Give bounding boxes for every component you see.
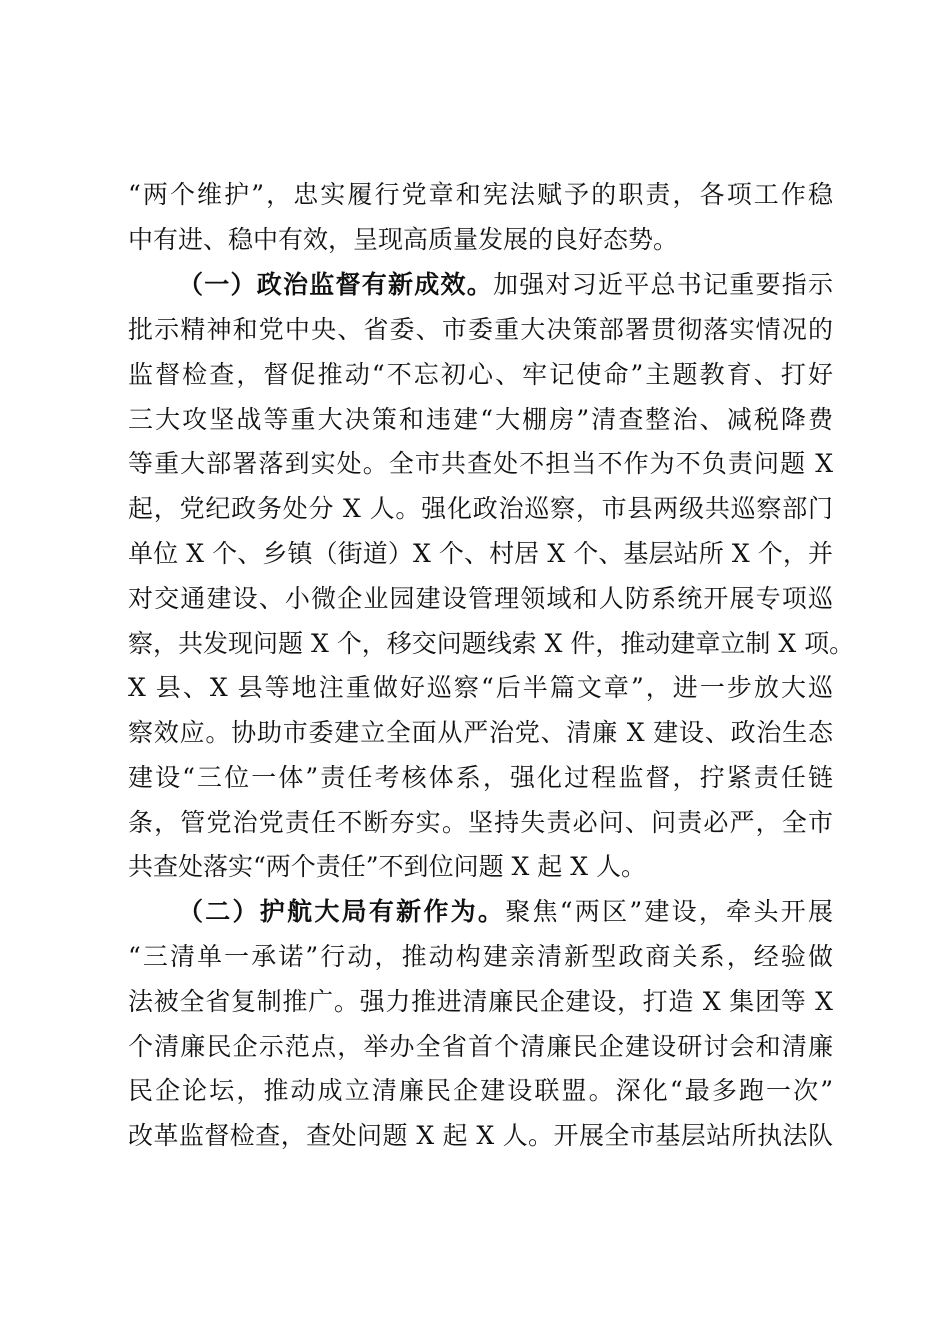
paragraph-line: X 县、X 县等地注重做好巡察“后半篇文章”，进一步放大巡 [128, 673, 833, 702]
paragraph-line: 单位 X 个、乡镇（街道）X 个、村居 X 个、基层站所 X 个，并 [128, 539, 833, 568]
paragraph-line: 三大攻坚战等重大决策和违建“大棚房”清查整治、减税降费 [128, 405, 833, 434]
paragraph-line: 对交通建设、小微企业园建设管理领域和人防系统开展专项巡 [128, 584, 833, 613]
section-2-text: 聚焦“两区”建设，牵头开展 [505, 897, 833, 926]
paragraph-line: 法被全省复制推广。强力推进清廉民企建设，打造 X 集团等 X [128, 987, 833, 1016]
paragraph-line: 批示精神和党中央、省委、市委重大决策部署贯彻落实情况的 [128, 315, 833, 344]
paragraph-line: 监督检查，督促推动“不忘初心、牢记使命”主题教育、打好 [128, 360, 833, 389]
paragraph-line: “两个维护”，忠实履行党章和宪法赋予的职责，各项工作稳 [128, 180, 833, 209]
paragraph-line: 中有进、稳中有效，呈现高质量发展的良好态势。 [128, 225, 679, 254]
section-2-first-line [128, 890, 833, 934]
section-1-text: 加强对习近平总书记重要指示 [493, 270, 833, 299]
paragraph-line: 等重大部署落到实处。全市共查处不担当不作为不负责问题 X [128, 449, 833, 478]
section-1-heading: （一）政治监督有新成效。 [178, 270, 493, 299]
paragraph-line: 民企论坛，推动成立清廉民企建设联盟。深化“最多跑一次” [128, 1076, 833, 1105]
section-1-first-line [128, 263, 833, 307]
paragraph-line: 察效应。协助市委建立全面从严治党、清廉 X 建设、政治生态 [128, 718, 833, 747]
section-2-heading: （二）护航大局有新作为。 [178, 897, 506, 926]
paragraph-line: 改革监督检查，查处问题 X 起 X 人。开展全市基层站所执法队 [128, 1121, 833, 1150]
paragraph-line: 条，管党治党责任不断夯实。坚持失责必问、问责必严，全市 [128, 808, 833, 837]
paragraph-line: 共查处落实“两个责任”不到位问题 X 起 X 人。 [128, 852, 646, 881]
paragraph-line: 察，共发现问题 X 个，移交问题线索 X 件，推动建章立制 X 项。 [128, 629, 855, 658]
paragraph-line: 个清廉民企示范点，举办全省首个清廉民企建设研讨会和清廉 [128, 1032, 833, 1061]
paragraph-line: 起，党纪政务处分 X 人。强化政治巡察，市县两级共巡察部门 [128, 494, 833, 523]
paragraph-line: “三清单一承诺”行动，推动构建亲清新型政商关系，经验做 [128, 942, 833, 971]
paragraph-line: 建设“三位一体”责任考核体系，强化过程监督，拧紧责任链 [128, 763, 833, 792]
